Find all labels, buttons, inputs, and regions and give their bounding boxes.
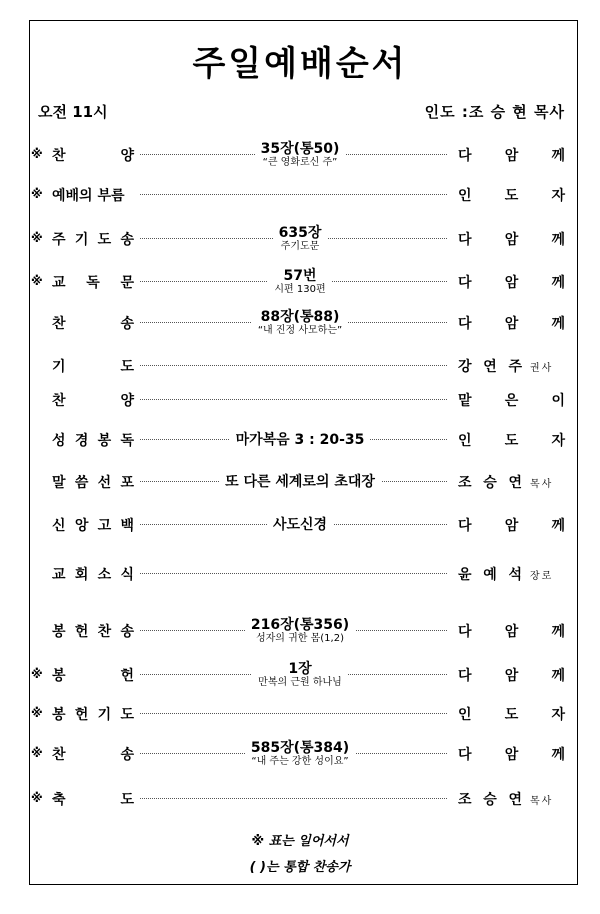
hymn-number: 1장 bbox=[288, 661, 312, 678]
item-label-char: 찬 bbox=[52, 393, 66, 409]
responsible-char: 께 bbox=[551, 148, 565, 164]
responsible-name bbox=[458, 789, 522, 809]
item-content bbox=[150, 420, 450, 460]
standing-marker: ※ bbox=[31, 791, 43, 805]
item-responsible bbox=[458, 272, 565, 292]
hymn-title: “내 주는 강한 성이요” bbox=[251, 756, 349, 768]
item-label-char: 소 bbox=[97, 567, 112, 583]
order-row bbox=[0, 380, 600, 420]
item-label-char: 헌 bbox=[74, 707, 89, 723]
responsible-char: 윤 bbox=[458, 567, 472, 583]
responsible-char: 이 bbox=[551, 393, 565, 409]
item-main-text: 사도신경 bbox=[272, 516, 328, 533]
responsible-char: 조 bbox=[458, 475, 472, 491]
responsible-char: 조 bbox=[458, 792, 472, 808]
responsible-char: 자 bbox=[551, 433, 565, 449]
standing-marker: ※ bbox=[31, 667, 43, 681]
responsible-char: 암 bbox=[504, 232, 519, 248]
item-content bbox=[150, 303, 450, 343]
leader-dots bbox=[140, 399, 447, 400]
responsible-role: 목사 bbox=[530, 478, 554, 490]
responsible-name bbox=[458, 744, 565, 764]
item-content bbox=[150, 262, 450, 302]
item-label-char: 백 bbox=[120, 518, 134, 534]
footer-note-hymnal: ( )는 통합 찬송가 bbox=[249, 860, 351, 875]
responsible-char: 자 bbox=[551, 707, 565, 723]
item-content-text bbox=[245, 617, 355, 645]
standing-marker: ※ bbox=[31, 746, 43, 760]
item-label bbox=[52, 356, 134, 376]
item-label-char: 봉 bbox=[52, 668, 66, 684]
hymn-number: 585장(통384) bbox=[250, 740, 350, 757]
item-label-char: 헌 bbox=[120, 668, 134, 684]
responsible-char: 께 bbox=[551, 232, 565, 248]
item-label bbox=[52, 472, 134, 492]
item-label bbox=[52, 744, 134, 764]
hymn-number: 35장(통50) bbox=[260, 141, 340, 158]
item-label-char: 양 bbox=[120, 393, 134, 409]
responsible-char: 승 bbox=[483, 475, 497, 491]
item-label-char: 봉 bbox=[97, 433, 112, 449]
standing-marker: ※ bbox=[31, 274, 43, 288]
item-responsible bbox=[458, 390, 565, 410]
responsible-name bbox=[458, 313, 565, 333]
order-row bbox=[0, 611, 600, 651]
item-label bbox=[52, 185, 134, 205]
leader-dots bbox=[140, 365, 447, 366]
responsible-char: 께 bbox=[551, 518, 565, 534]
leader-dots bbox=[140, 713, 447, 714]
service-leader: 인도 :조 승 현 목사 bbox=[424, 103, 565, 121]
order-row bbox=[0, 219, 600, 259]
responsible-char: 인 bbox=[458, 707, 472, 723]
order-row bbox=[0, 779, 600, 819]
hymn-title: “큰 영화로신 주” bbox=[262, 157, 338, 169]
item-content bbox=[150, 611, 450, 651]
responsible-char: 도 bbox=[504, 433, 519, 449]
responsible-char: 께 bbox=[551, 275, 565, 291]
responsible-name bbox=[458, 665, 565, 685]
responsible-char: 인 bbox=[458, 188, 472, 204]
footer-note-standing: ※ 표는 일어서서 bbox=[251, 834, 349, 849]
hymn-number: 57번 bbox=[283, 268, 317, 285]
item-content-text bbox=[252, 661, 348, 689]
item-content-text bbox=[273, 225, 328, 253]
item-responsible bbox=[458, 704, 565, 724]
item-responsible bbox=[458, 515, 565, 535]
responsible-char: 다 bbox=[458, 275, 472, 291]
responsible-name bbox=[458, 272, 565, 292]
item-label bbox=[52, 564, 134, 584]
responsible-char: 예 bbox=[483, 567, 497, 583]
item-label-char: 독 bbox=[86, 275, 100, 291]
responsible-name bbox=[458, 390, 565, 410]
responsible-char: 께 bbox=[551, 316, 565, 332]
responsible-name bbox=[458, 704, 565, 724]
responsible-name bbox=[458, 145, 565, 165]
item-label-char: 성 bbox=[52, 433, 66, 449]
order-row bbox=[0, 554, 600, 594]
item-responsible bbox=[458, 313, 565, 333]
item-content-text bbox=[245, 740, 355, 768]
item-label-char: 앙 bbox=[74, 518, 89, 534]
item-label-char: 교 bbox=[52, 275, 66, 291]
responsible-role: 목사 bbox=[530, 795, 554, 807]
responsible-char: 다 bbox=[458, 624, 472, 640]
item-label-char: 씀 bbox=[74, 475, 89, 491]
item-label-char: 선 bbox=[97, 475, 112, 491]
order-row bbox=[0, 135, 600, 175]
order-row bbox=[0, 694, 600, 734]
item-content bbox=[150, 219, 450, 259]
item-label-char: 예배의 부름 bbox=[52, 188, 125, 204]
item-label-char: 봉 bbox=[52, 707, 66, 723]
responsible-role: 장로 bbox=[530, 570, 554, 582]
responsible-role: 권사 bbox=[530, 362, 554, 374]
item-label bbox=[52, 390, 134, 410]
order-row bbox=[0, 262, 600, 302]
hymn-number: 216장(통356) bbox=[250, 617, 350, 634]
responsible-name bbox=[458, 515, 565, 535]
responsible-char: 암 bbox=[504, 275, 519, 291]
order-row bbox=[0, 175, 600, 215]
hymn-title: 성자의 귀한 몸(1,2) bbox=[255, 633, 344, 645]
item-content bbox=[150, 655, 450, 695]
service-time: 오전 11시 bbox=[38, 103, 108, 121]
item-label-char: 찬 bbox=[97, 624, 112, 640]
item-label-char: 봉 bbox=[52, 624, 66, 640]
responsible-char: 암 bbox=[504, 624, 519, 640]
item-label-char: 경 bbox=[74, 433, 89, 449]
item-label-char: 도 bbox=[97, 232, 112, 248]
responsible-char: 께 bbox=[551, 747, 565, 763]
item-content bbox=[150, 505, 450, 545]
item-label bbox=[52, 665, 134, 685]
responsible-char: 연 bbox=[508, 792, 522, 808]
responsible-char: 도 bbox=[504, 188, 519, 204]
item-label bbox=[52, 789, 134, 809]
responsible-char: 암 bbox=[504, 518, 519, 534]
item-responsible bbox=[458, 665, 565, 685]
item-label bbox=[52, 229, 134, 249]
item-label bbox=[52, 621, 134, 641]
responsible-char: 강 bbox=[458, 359, 472, 375]
responsible-char: 승 bbox=[483, 792, 497, 808]
item-content-text bbox=[268, 268, 331, 296]
item-content-text bbox=[252, 309, 348, 337]
item-label-char: 고 bbox=[97, 518, 112, 534]
responsible-char: 다 bbox=[458, 518, 472, 534]
item-label bbox=[52, 145, 134, 165]
item-label-char: 도 bbox=[120, 707, 134, 723]
item-label-char: 도 bbox=[120, 359, 134, 375]
responsible-name bbox=[458, 229, 565, 249]
item-responsible bbox=[458, 229, 565, 249]
responsible-name bbox=[458, 621, 565, 641]
item-label-char: 기 bbox=[97, 707, 112, 723]
item-responsible bbox=[458, 744, 565, 764]
standing-marker: ※ bbox=[31, 231, 43, 245]
responsible-char: 다 bbox=[458, 747, 472, 763]
item-responsible bbox=[458, 145, 565, 165]
responsible-char: 자 bbox=[551, 188, 565, 204]
item-responsible bbox=[458, 185, 565, 205]
responsible-char: 인 bbox=[458, 433, 472, 449]
responsible-char: 다 bbox=[458, 668, 472, 684]
item-main-text: 마가복음 3 : 20-35 bbox=[235, 431, 365, 448]
item-label-char: 도 bbox=[120, 792, 134, 808]
item-label-char: 송 bbox=[120, 232, 134, 248]
item-label bbox=[52, 272, 134, 292]
responsible-name bbox=[458, 185, 565, 205]
hymn-title: 시편 130편 bbox=[274, 284, 326, 296]
page-title: 주일예배순서 bbox=[192, 44, 408, 84]
standing-marker: ※ bbox=[31, 706, 43, 720]
responsible-char: 주 bbox=[508, 359, 522, 375]
responsible-name bbox=[458, 430, 565, 450]
item-responsible bbox=[458, 564, 565, 584]
order-row bbox=[0, 303, 600, 343]
responsible-name bbox=[458, 356, 522, 376]
item-label-char: 회 bbox=[74, 567, 89, 583]
responsible-char: 맡 bbox=[458, 393, 472, 409]
responsible-char: 암 bbox=[504, 747, 519, 763]
hymn-title: “내 진정 사모하는” bbox=[257, 325, 343, 337]
hymn-number: 88장(통88) bbox=[260, 309, 340, 326]
hymn-number: 635장 bbox=[278, 225, 322, 242]
item-label-char: 주 bbox=[52, 232, 66, 248]
item-label-char: 독 bbox=[120, 433, 134, 449]
responsible-char: 암 bbox=[504, 316, 519, 332]
responsible-char: 다 bbox=[458, 316, 472, 332]
item-content bbox=[150, 734, 450, 774]
order-row bbox=[0, 462, 600, 502]
item-label-char: 송 bbox=[120, 747, 134, 763]
item-label-char: 교 bbox=[52, 567, 66, 583]
item-responsible bbox=[458, 621, 565, 641]
responsible-char: 석 bbox=[508, 567, 522, 583]
item-label-char: 기 bbox=[74, 232, 89, 248]
item-label bbox=[52, 515, 134, 535]
item-label bbox=[52, 704, 134, 724]
item-content-text bbox=[267, 517, 333, 533]
item-responsible bbox=[458, 472, 565, 492]
responsible-char: 다 bbox=[458, 232, 472, 248]
item-label-char: 찬 bbox=[52, 316, 66, 332]
item-label-char: 말 bbox=[52, 475, 66, 491]
item-label-char: 송 bbox=[120, 624, 134, 640]
item-content bbox=[150, 135, 450, 175]
order-row bbox=[0, 505, 600, 545]
item-content-text bbox=[255, 141, 346, 169]
item-responsible bbox=[458, 789, 565, 809]
responsible-name bbox=[458, 472, 522, 492]
item-label-char: 송 bbox=[120, 316, 134, 332]
responsible-name bbox=[458, 564, 522, 584]
item-label-char: 축 bbox=[52, 792, 66, 808]
item-content-text bbox=[230, 432, 371, 448]
item-label-char: 양 bbox=[120, 148, 134, 164]
item-label-char: 찬 bbox=[52, 747, 66, 763]
order-row bbox=[0, 655, 600, 695]
item-responsible bbox=[458, 356, 565, 376]
item-label-char: 찬 bbox=[52, 148, 66, 164]
responsible-char: 께 bbox=[551, 668, 565, 684]
hymn-title: 만복의 근원 하나님 bbox=[258, 677, 342, 689]
hymn-title: 주기도문 bbox=[280, 241, 320, 253]
responsible-char: 다 bbox=[458, 148, 472, 164]
item-label bbox=[52, 313, 134, 333]
item-responsible bbox=[458, 430, 565, 450]
item-label-char: 포 bbox=[120, 475, 134, 491]
item-label bbox=[52, 430, 134, 450]
leader-dots bbox=[140, 573, 447, 574]
item-label-char: 식 bbox=[120, 567, 134, 583]
standing-marker: ※ bbox=[31, 187, 43, 201]
leader-dots bbox=[140, 194, 447, 195]
leader-dots bbox=[140, 798, 447, 799]
responsible-char: 은 bbox=[504, 393, 519, 409]
responsible-char: 도 bbox=[504, 707, 519, 723]
responsible-char: 암 bbox=[504, 148, 519, 164]
order-row bbox=[0, 420, 600, 460]
responsible-char: 연 bbox=[508, 475, 522, 491]
item-content bbox=[150, 462, 450, 502]
order-row bbox=[0, 734, 600, 774]
responsible-char: 께 bbox=[551, 624, 565, 640]
responsible-char: 암 bbox=[504, 668, 519, 684]
standing-marker: ※ bbox=[31, 147, 43, 161]
item-label-char: 문 bbox=[120, 275, 134, 291]
responsible-char: 연 bbox=[483, 359, 497, 375]
item-label-char: 기 bbox=[52, 359, 66, 375]
item-label-char: 헌 bbox=[74, 624, 89, 640]
item-main-text: 또 다른 세계로의 초대장 bbox=[225, 473, 375, 490]
item-label-char: 신 bbox=[52, 518, 66, 534]
item-content-text bbox=[219, 474, 381, 490]
